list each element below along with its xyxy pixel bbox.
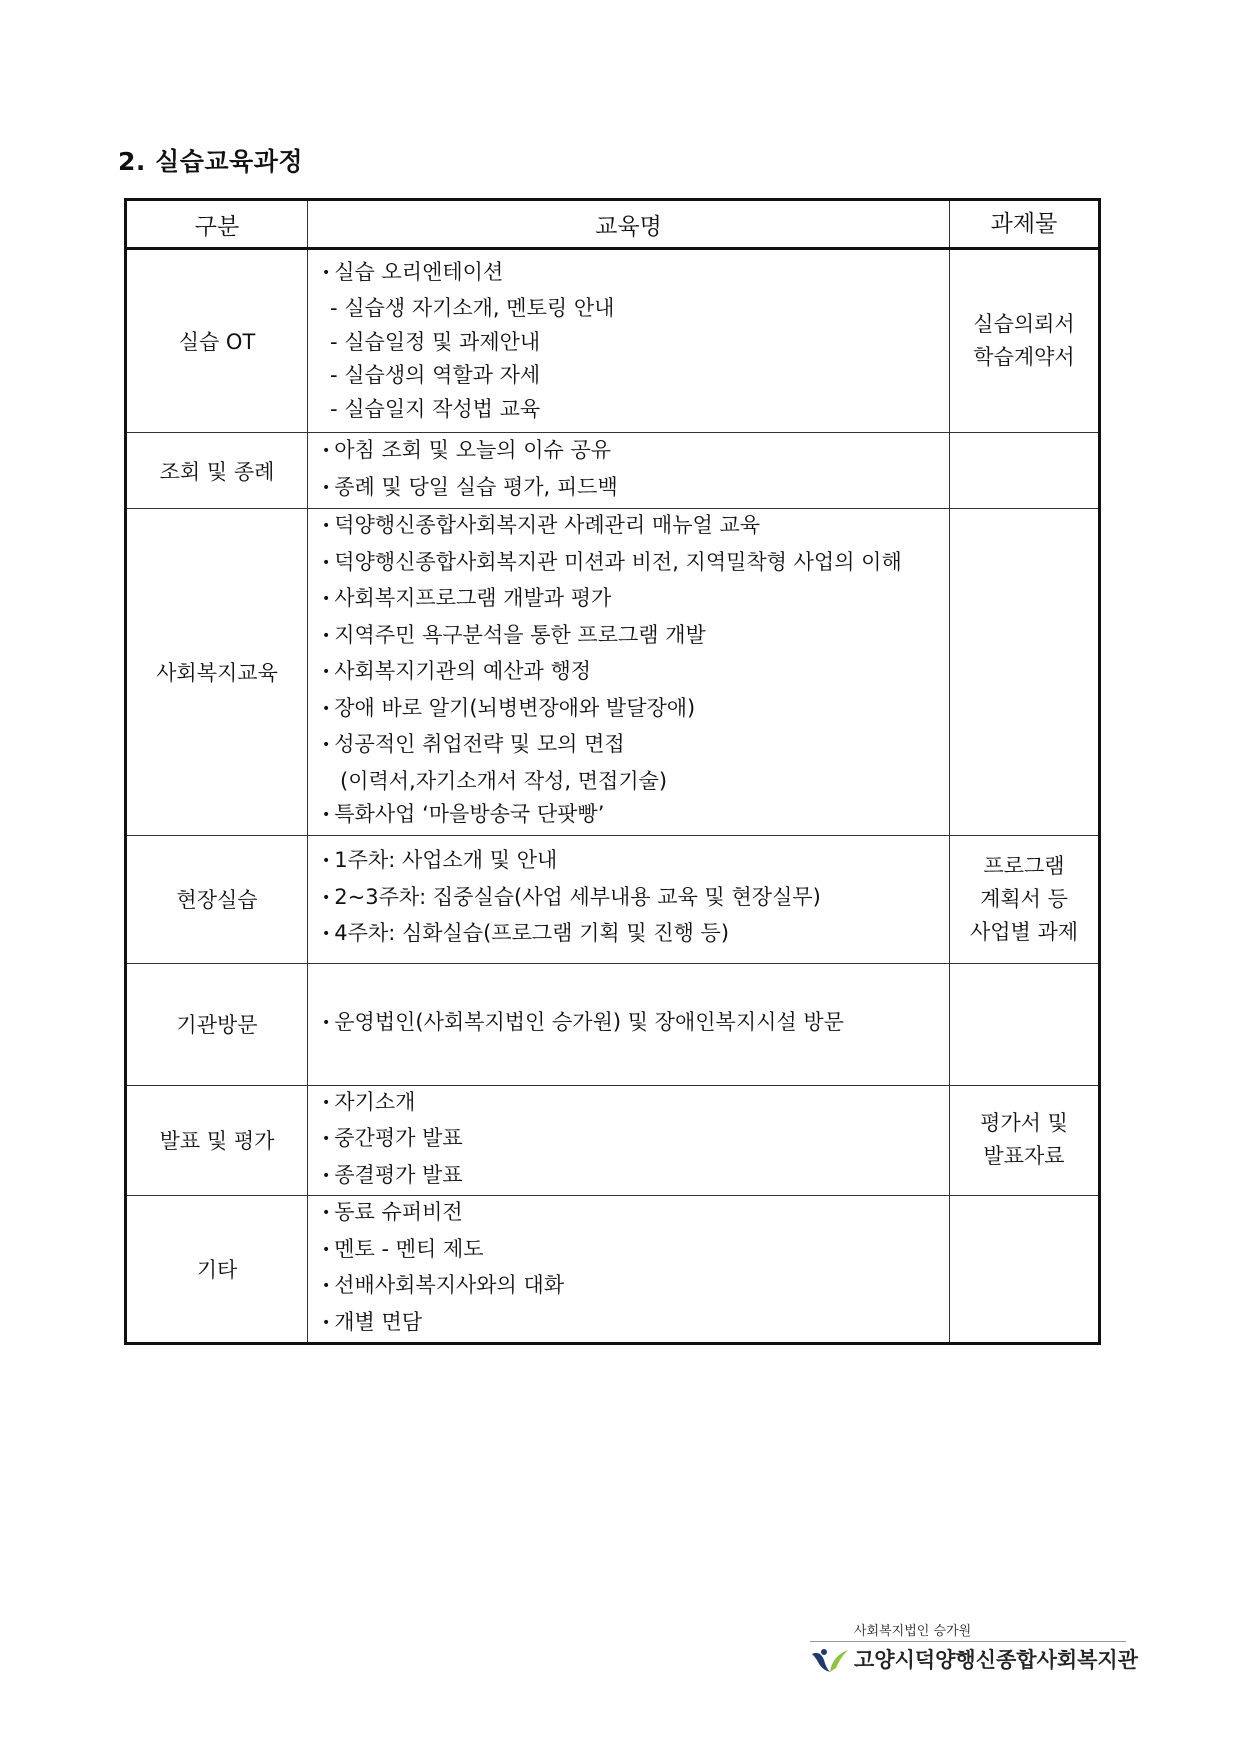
table-row	[126, 1085, 1100, 1196]
row-education-list	[308, 963, 950, 1085]
row-assignment	[950, 249, 1100, 433]
education-item: • 자기소개	[322, 1086, 949, 1123]
row-education-list	[308, 249, 950, 433]
table-row	[126, 509, 1100, 836]
education-item: • 개별 면담	[322, 1306, 949, 1343]
education-item: • 사회복지프로그램 개발과 평가	[322, 582, 949, 619]
row-category: 발표 및 평가	[126, 1085, 308, 1196]
curriculum-table	[124, 198, 1101, 1345]
row-category: 기타	[126, 1196, 308, 1344]
education-item: - 실습생의 역할과 자세	[330, 363, 541, 388]
education-item: • 아침 조회 및 오늘의 이슈 공유	[322, 434, 949, 471]
assignment-line: 발표자료	[983, 1144, 1065, 1169]
row-education-list	[308, 1085, 950, 1196]
education-item: • 중간평가 발표	[322, 1122, 949, 1159]
education-item: • 덕양행신종합사회복지관 미션과 비전, 지역밀착형 사업의 이해	[322, 546, 949, 583]
table-body	[126, 249, 1100, 1344]
assignment-line: 계획서 등	[980, 886, 1068, 911]
row-assignment	[950, 1196, 1100, 1344]
education-item: • 종례 및 당일 실습 평가, 피드백	[322, 471, 949, 508]
logo-mark-icon	[810, 1646, 850, 1676]
row-education-list	[308, 835, 950, 963]
table-row	[126, 433, 1100, 509]
section-heading: 2. 실습교육과정	[118, 147, 303, 176]
assignment-line: 프로그램	[983, 853, 1065, 878]
assignment-line: 사업별 과제	[969, 919, 1079, 944]
row-category: 기관방문	[126, 963, 308, 1085]
header-assignment: 과제물	[950, 200, 1100, 249]
row-category: 실습 OT	[126, 249, 308, 433]
education-item: (이력서,자기소개서 작성, 면접기술)	[340, 768, 668, 793]
logo-org-name: 고양시덕양행신종합사회복지관	[854, 1648, 1139, 1672]
education-item: • 운영법인(사회복지법인 승가원) 및 장애인복지시설 방문	[322, 1006, 949, 1043]
table-header-row	[126, 200, 1100, 249]
row-education-list	[308, 433, 950, 509]
header-category: 구분	[126, 200, 308, 249]
assignment-line: 실습의뢰서	[973, 312, 1075, 336]
table-row	[126, 835, 1100, 963]
row-assignment	[950, 433, 1100, 509]
education-item: • 지역주민 욕구분석을 통한 프로그램 개발	[322, 619, 949, 656]
table-row	[126, 963, 1100, 1085]
org-logo	[810, 1620, 1139, 1680]
assignment-line: 학습계약서	[973, 345, 1075, 369]
table-row	[126, 249, 1100, 433]
education-item: • 특화사업 ‘마을방송국 단팟빵’	[322, 798, 949, 835]
education-item: • 4주차: 심화실습(프로그램 기획 및 진행 등)	[322, 917, 949, 954]
education-item: • 장애 바로 알기(뇌병변장애와 발달장애)	[322, 692, 949, 729]
education-item: - 실습생 자기소개, 멘토링 안내	[330, 296, 615, 321]
education-item: • 실습 오리엔테이션	[322, 256, 949, 293]
education-item: • 1주차: 사업소개 및 안내	[322, 844, 949, 881]
education-item: • 선배사회복지사와의 대화	[322, 1269, 949, 1306]
row-education-list	[308, 1196, 950, 1344]
row-assignment	[950, 509, 1100, 836]
row-assignment	[950, 835, 1100, 963]
education-item: • 동료 슈퍼비전	[322, 1196, 949, 1233]
education-item: • 사회복지기관의 예산과 행정	[322, 655, 949, 692]
education-item: • 덕양행신종합사회복지관 사례관리 매뉴얼 교육	[322, 509, 949, 546]
row-assignment	[950, 1085, 1100, 1196]
education-item: - 실습일지 작성법 교육	[330, 396, 541, 421]
education-item: • 2~3주차: 집중실습(사업 세부내용 교육 및 현장실무)	[322, 881, 949, 918]
assignment-line: 평가서 및	[980, 1111, 1068, 1136]
education-item: • 성공적인 취업전략 및 모의 면접	[322, 728, 949, 765]
education-item: - 실습일정 및 과제안내	[330, 329, 541, 354]
row-category: 조회 및 종례	[126, 433, 308, 509]
education-item: • 멘토 - 멘티 제도	[322, 1233, 949, 1270]
table-row	[126, 1196, 1100, 1344]
row-category: 현장실습	[126, 835, 308, 963]
row-category: 사회복지교육	[126, 509, 308, 836]
education-item: • 종결평가 발표	[322, 1159, 949, 1196]
row-assignment	[950, 963, 1100, 1085]
header-education: 교육명	[308, 200, 950, 249]
logo-parent-org: 사회복지법인 승가원	[810, 1620, 1126, 1642]
row-education-list	[308, 509, 950, 836]
